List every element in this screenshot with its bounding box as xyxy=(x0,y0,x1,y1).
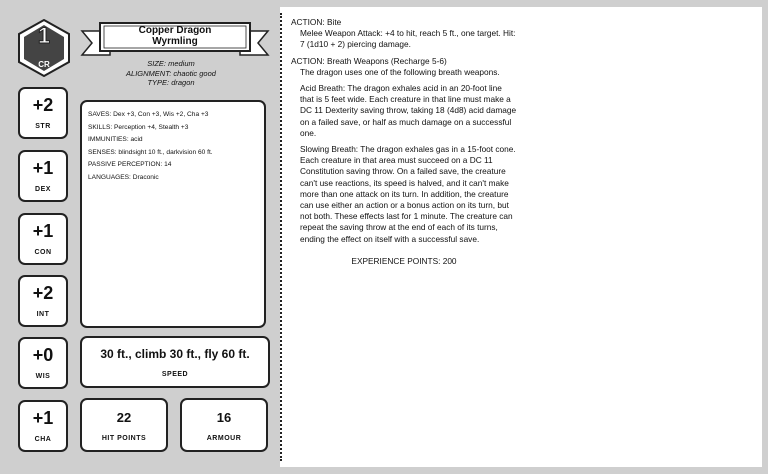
creature-type: TYPE: dragon xyxy=(147,78,195,87)
challenge-rating-badge xyxy=(18,19,70,77)
details-box xyxy=(80,100,266,328)
ability-con xyxy=(18,213,68,265)
challenge-rating-value: 1 xyxy=(37,23,51,48)
column-divider xyxy=(280,13,282,461)
acid-breath-text: Acid Breath: The dragon exhales acid in an 20-foot line that is 5 feet wide. Each creature in that line must make a DC 11 Dexterity saving throw, taking 18 (4d8) acid damage on a failed save, or half as much damage on a successful one. xyxy=(300,83,517,138)
ability-label: CON xyxy=(34,249,52,256)
hit-points-label: HIT POINTS xyxy=(101,435,147,442)
name-banner xyxy=(80,21,270,61)
ability-dex xyxy=(18,150,68,202)
breath-intro: The dragon uses one of the following breath weapons. xyxy=(300,66,500,77)
actions-column xyxy=(291,17,517,267)
creature-alignment: ALIGNMENT: chaotic good xyxy=(126,68,216,78)
speed-box xyxy=(80,336,270,388)
armour-box xyxy=(180,398,268,452)
ability-wis xyxy=(18,337,68,389)
slowing-breath-text: Slowing Breath: The dragon exhales gas in a 15-foot cone. Each creature in that area must succeed on a DC 11 Constitution saving throw. On a failed save, the creature can't use reactions, its speed is halved, and it can't make more than one attack on its turn. In addition, the creature can use either an action or a bonus action on its turn, but not both. These effects last for 1 minute. The creature can repeat the saving throw at the end of each of its turns, ending the effect on itself with a successful save. xyxy=(300,144,516,244)
ability-label: STR xyxy=(35,123,51,130)
creature-name: Copper Dragon Wyrmling xyxy=(138,25,212,47)
ability-label: CHA xyxy=(34,436,52,443)
creature-meta xyxy=(86,59,256,88)
challenge-rating-label: CR xyxy=(38,60,50,69)
immunities-line: IMMUNITIES: acid xyxy=(88,136,143,143)
bite-title: ACTION: Bite xyxy=(291,17,342,27)
bite-text: Melee Weapon Attack: +4 to hit, reach 5 ft., one target. Hit: 7 (1d10 + 2) piercing damage. xyxy=(300,28,516,50)
ability-label: WIS xyxy=(35,373,51,380)
hit-points-value: 22 xyxy=(116,410,132,425)
ability-modifier: +0 xyxy=(32,345,54,365)
speed-label: SPEED xyxy=(161,371,189,378)
experience-points: EXPERIENCE POINTS: 200 xyxy=(351,255,457,266)
ability-modifier: +1 xyxy=(32,408,54,428)
ability-cha xyxy=(18,400,68,452)
ability-label: DEX xyxy=(35,186,51,193)
ability-modifier: +1 xyxy=(32,221,54,241)
armour-value: 16 xyxy=(216,410,232,425)
speed-value: 30 ft., climb 30 ft., fly 60 ft. xyxy=(100,347,250,361)
hit-points-box xyxy=(80,398,168,452)
breath-title: ACTION: Breath Weapons (Recharge 5-6) xyxy=(291,55,447,66)
skills-line: SKILLS: Perception +4, Stealth +3 xyxy=(88,123,189,131)
stat-card xyxy=(6,7,762,467)
creature-size: SIZE: medium xyxy=(147,59,195,68)
saves-line: SAVES: Dex +3, Con +3, Wis +2, Cha +3 xyxy=(88,111,209,118)
ability-modifier: +2 xyxy=(32,283,54,303)
languages-line: LANGUAGES: Draconic xyxy=(88,173,159,181)
ability-str xyxy=(18,87,68,139)
senses-line: SENSES: blindsight 10 ft., darkvision 60 ft. xyxy=(88,148,213,156)
ability-label: INT xyxy=(36,311,50,318)
stat-panel xyxy=(6,7,280,467)
ability-modifier: +1 xyxy=(32,158,54,178)
armour-label: ARMOUR xyxy=(206,435,242,442)
ability-modifier: +2 xyxy=(32,95,54,115)
passive-perception-line: PASSIVE PERCEPTION: 14 xyxy=(88,161,172,168)
ability-int xyxy=(18,275,68,327)
